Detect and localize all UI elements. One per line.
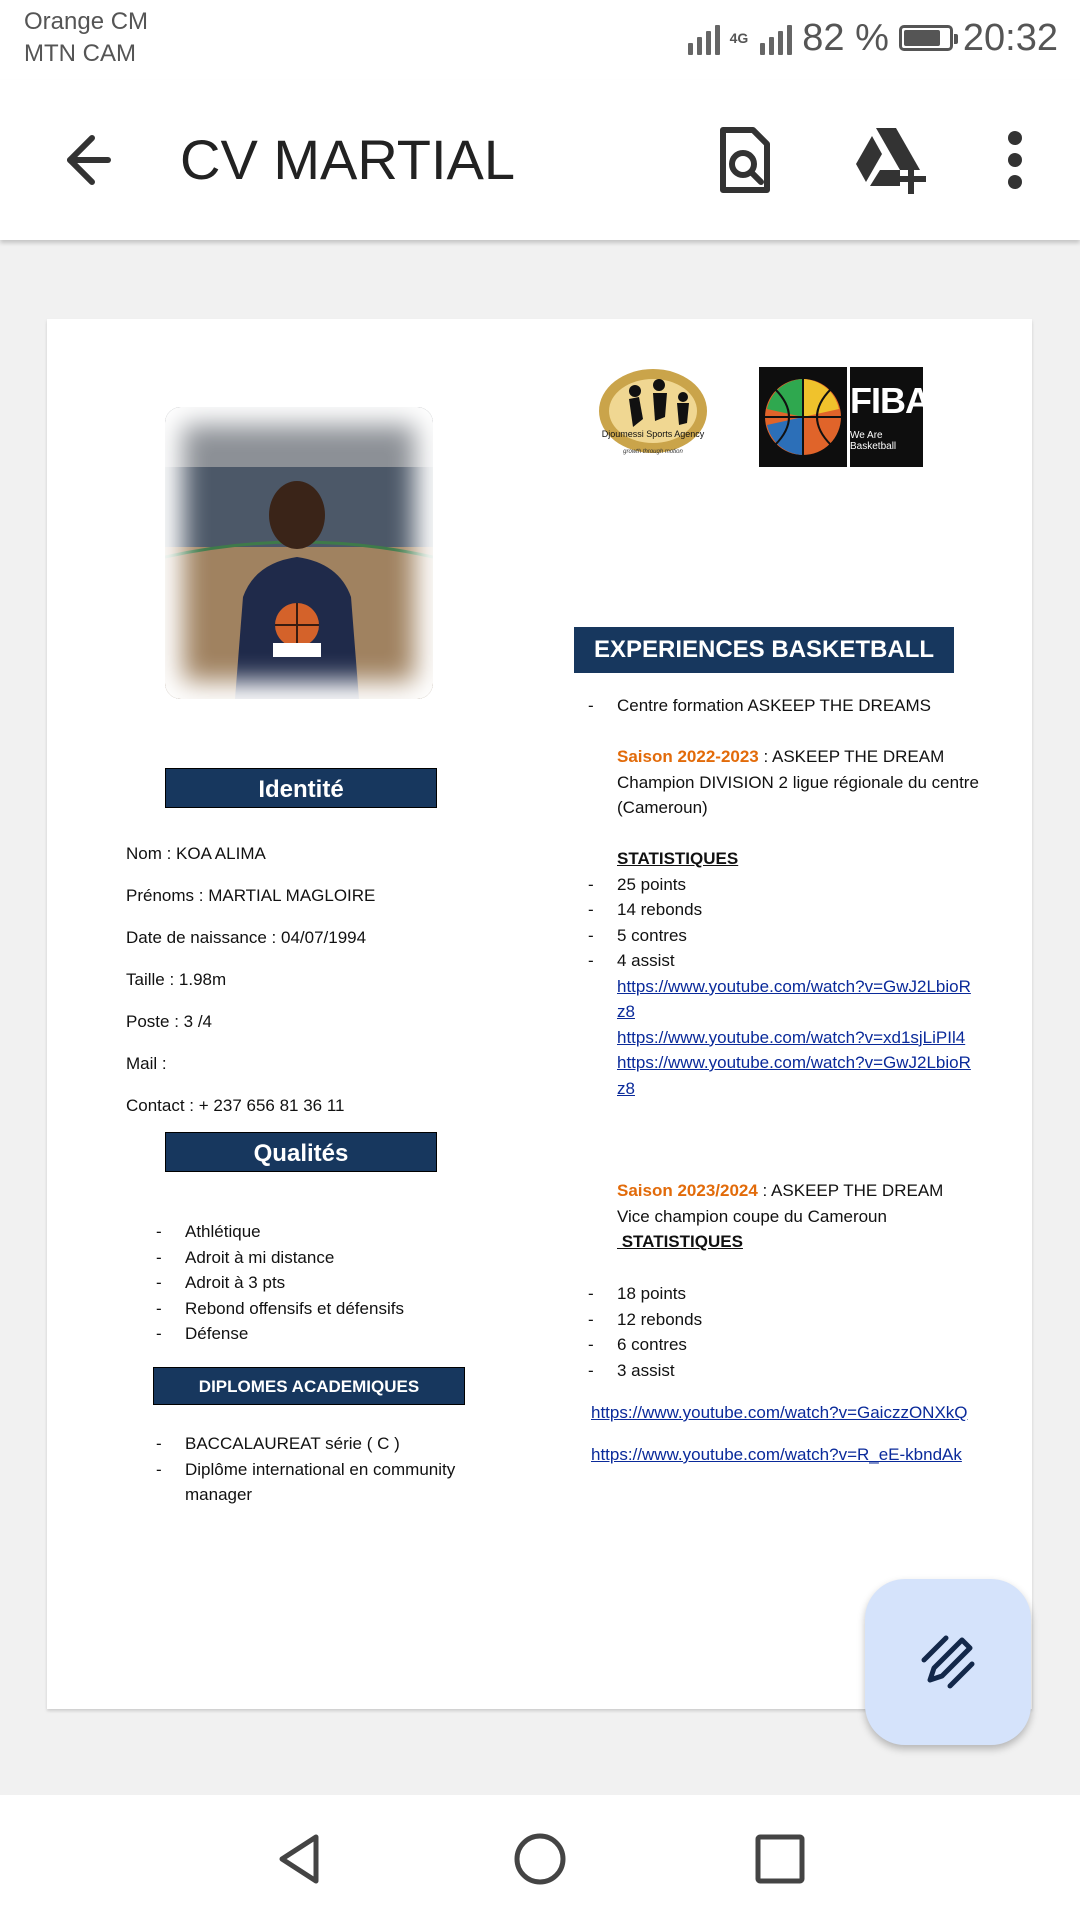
battery-icon xyxy=(899,25,953,51)
fiba-wordmark: FIBA xyxy=(850,380,930,421)
list-item: - 14 rebonds xyxy=(617,897,987,923)
stats-title: STATISTIQUES xyxy=(617,1232,743,1251)
video-link[interactable]: https://www.youtube.com/watch?v=GaiczzONXkQ xyxy=(591,1403,968,1422)
list-item: - BACCALAUREAT série ( C ) xyxy=(185,1431,485,1457)
list-item: - Rebond offensifs et défensifs xyxy=(185,1296,404,1322)
season-team: : ASKEEP THE DREAM xyxy=(758,747,945,766)
diplomas-list xyxy=(185,1431,485,1508)
stats-title: STATISTIQUES xyxy=(617,849,739,868)
diplomas-header: DIPLOMES ACADEMIQUES xyxy=(153,1367,465,1405)
list-item: - Adroit à 3 pts xyxy=(185,1270,404,1296)
edit-pen-icon xyxy=(916,1630,980,1694)
network-type: 4G xyxy=(729,30,749,46)
season-label: Saison 2023/2024 xyxy=(617,1181,758,1200)
video-link[interactable]: https://www.youtube.com/watch?v=GwJ2LbioRz8 xyxy=(617,1053,971,1098)
field-prenoms: Prénoms : MARTIAL MAGLOIRE xyxy=(126,886,376,905)
drive-add-icon[interactable] xyxy=(848,120,928,200)
field-height: Taille : 1.98m xyxy=(126,970,227,989)
season-2022-stats xyxy=(617,846,987,1101)
app-bar xyxy=(0,80,1080,240)
season-2022-block xyxy=(617,744,987,821)
qualities-list xyxy=(185,1219,404,1347)
season-note: Champion DIVISION 2 ligue régionale du centre (Cameroun) xyxy=(617,772,979,817)
nav-back-icon[interactable] xyxy=(272,1831,328,1887)
status-bar xyxy=(0,0,1080,80)
field-contact: Contact : + 237 656 81 36 11 xyxy=(126,1096,345,1115)
fiba-tagline: We Are Basketball xyxy=(850,430,897,452)
season-2023-stats-list xyxy=(617,1281,702,1383)
list-item: - 3 assist xyxy=(617,1358,702,1384)
experience-intro-list xyxy=(617,693,931,719)
season-2023-block xyxy=(617,1178,987,1255)
fiba-ball-icon xyxy=(759,373,847,461)
field-birthdate: Date de naissance : 04/07/1994 xyxy=(126,928,367,947)
document-title: CV MARTIAL xyxy=(180,128,516,191)
document-page[interactable] xyxy=(47,319,1032,1709)
back-arrow-icon[interactable] xyxy=(48,124,120,196)
list-item: - 6 contres xyxy=(617,1332,702,1358)
list-item: - Défense xyxy=(185,1321,404,1347)
carrier-secondary: MTN CAM xyxy=(24,40,136,67)
edit-fab-button[interactable] xyxy=(865,1579,1031,1745)
list-item: - Adroit à mi distance xyxy=(185,1245,404,1271)
list-item: - 4 assist xyxy=(617,948,987,974)
player-photo xyxy=(165,407,433,699)
field-nom: Nom : KOA ALIMA xyxy=(126,844,266,863)
signal-icon xyxy=(688,21,720,55)
video-link[interactable]: https://www.youtube.com/watch?v=R_eE-kbndAk xyxy=(591,1445,962,1464)
list-item: - Centre formation ASKEEP THE DREAMS xyxy=(617,693,931,719)
season-note: Vice champion coupe du Cameroun xyxy=(617,1206,887,1226)
stats-list xyxy=(617,872,987,974)
svg-text:Djoumessi Sports Agency: Djoumessi Sports Agency xyxy=(601,429,705,439)
fiba-logo xyxy=(759,367,930,467)
clock: 20:32 xyxy=(962,16,1058,59)
season-label: Saison 2022-2023 xyxy=(617,747,759,766)
nav-recents-icon[interactable] xyxy=(752,1831,808,1887)
doc-search-icon[interactable] xyxy=(705,120,785,200)
svg-text:growth through motion: growth through motion xyxy=(623,449,683,455)
identity-header: Identité xyxy=(165,768,437,808)
list-item: - 25 points xyxy=(617,872,987,898)
season-team: : ASKEEP THE DREAM xyxy=(757,1181,944,1200)
video-link[interactable]: https://www.youtube.com/watch?v=GwJ2LbioRz8 xyxy=(617,976,971,1021)
system-nav-bar xyxy=(0,1795,1080,1920)
more-vert-icon[interactable] xyxy=(985,120,1045,200)
list-item: - Diplôme international en community manager xyxy=(185,1457,485,1508)
experience-header: EXPERIENCES BASKETBALL xyxy=(574,627,954,673)
list-item: - 5 contres xyxy=(617,923,987,949)
status-indicators xyxy=(688,14,1058,62)
qualities-header: Qualités xyxy=(165,1132,437,1172)
battery-percent: 82 % xyxy=(802,16,889,59)
field-mail: Mail : xyxy=(126,1054,167,1073)
agency-logo xyxy=(595,367,711,463)
video-link[interactable]: https://www.youtube.com/watch?v=xd1sjLiPIl4 xyxy=(617,1027,966,1047)
nav-home-icon[interactable] xyxy=(512,1831,568,1887)
list-item: - Athlétique xyxy=(185,1219,404,1245)
field-position: Poste : 3 /4 xyxy=(126,1012,212,1031)
list-item: - 12 rebonds xyxy=(617,1307,702,1333)
list-item: - 18 points xyxy=(617,1281,702,1307)
signal-icon-2 xyxy=(760,21,792,55)
carrier-primary: Orange CM xyxy=(24,8,149,35)
